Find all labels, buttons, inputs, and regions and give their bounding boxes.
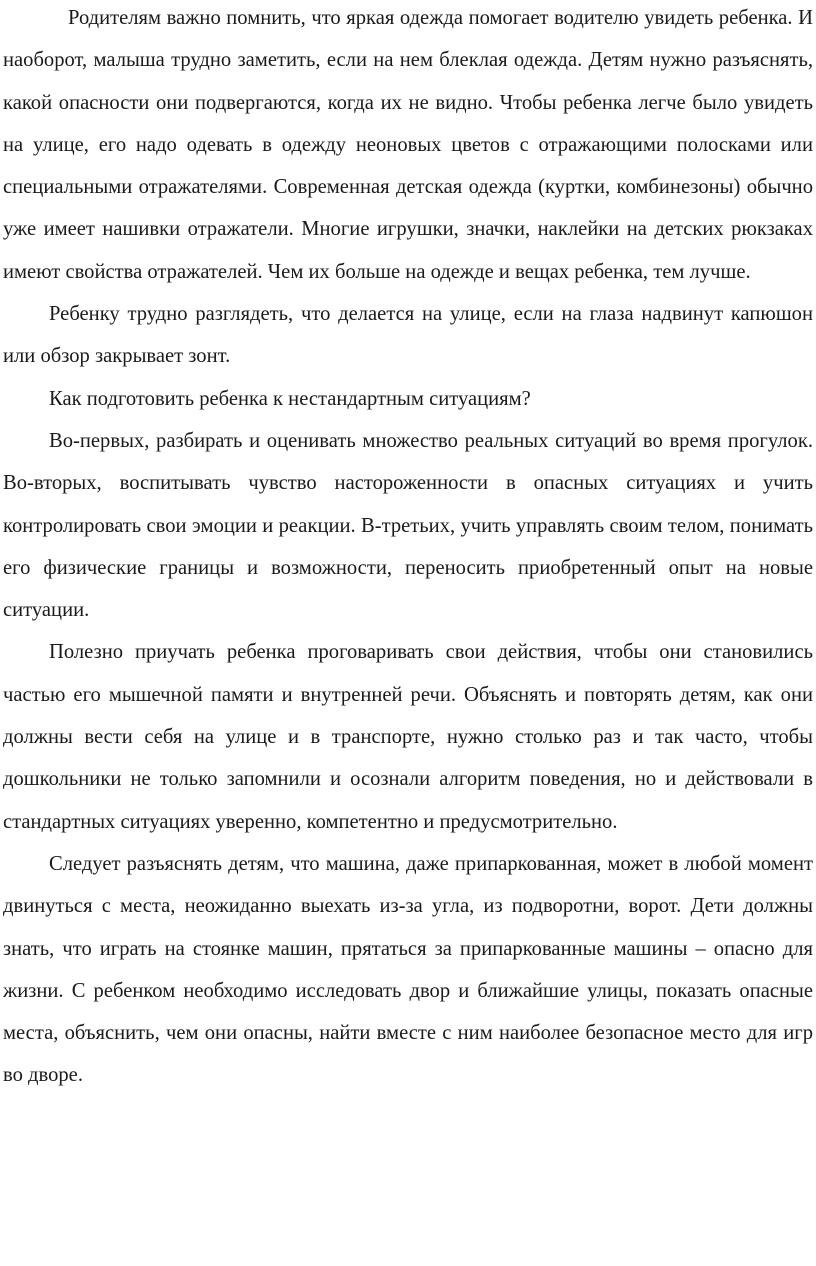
paragraph-verbalize-actions: Полезно приучать ребенка проговаривать свои действия, чтобы они становились частью его мышечной памяти и внутренней речи. Объяснять и повторять детям, как они должны вести себя на улице и в транспорте, нужно столько раз и так часто, чтобы дошкольники не только запомнили и осознали алгоритм поведения, но и действовали в стандартных ситуациях уверенно, компетентно и предусмотрительно. bbox=[3, 641, 813, 833]
paragraph-question: Как подготовить ребенка к нестандартным ситуациям? bbox=[49, 387, 531, 410]
paragraph-preparation-steps: Во-первых, разбирать и оценивать множество реальных ситуаций во время прогулок. Во-вторых, воспитывать чувство настороженности в опасных ситуациях и учить контролировать свои эмоции и реакции. В-третьих, учить управлять своим телом, понимать его физические границы и возможности, переносить приобретенный опыт на новые ситуации. bbox=[3, 429, 813, 622]
paragraph-parked-cars: Следует разъяснять детям, что машина, даже припаркованная, может в любой момент двинуться с места, неожиданно выехать из-за угла, из подворотни, ворот. Дети должны знать, что играть на стоянке машин, прятаться за припаркованные машины – опасно для жизни. С ребенком необходимо исследовать двор и ближайшие улицы, показать опасные места, объяснить, чем они опасны, найти вместе с ним наиболее безопасное место для игр во дворе. bbox=[3, 852, 813, 1087]
paragraph-hood-umbrella: Ребенку трудно разглядеть, что делается на улице, если на глаза надвинут капюшон или обзор закрывает зонт. bbox=[3, 303, 813, 368]
paragraph-bright-clothing: Родителям важно помнить, что яркая одежда помогает водителю увидеть ребенка. И наоборот, малыша трудно заметить, если на нем блеклая одежда. Детям нужно разъяснять, какой опасности они подвергаются, когда их не видно. Чтобы ребенка легче было увидеть на улице, его надо одевать в одежду неоновых цветов с отражающими полосками или специальными отражателями. Современная детская одежда (куртки, комбинезоны) обычно уже имеет нашивки отражатели. Многие игрушки, значки, наклейки на детских рюкзаках имеют свойства отражателей. Чем их больше на одежде и вещах ребенка, тем лучше. bbox=[3, 7, 813, 283]
